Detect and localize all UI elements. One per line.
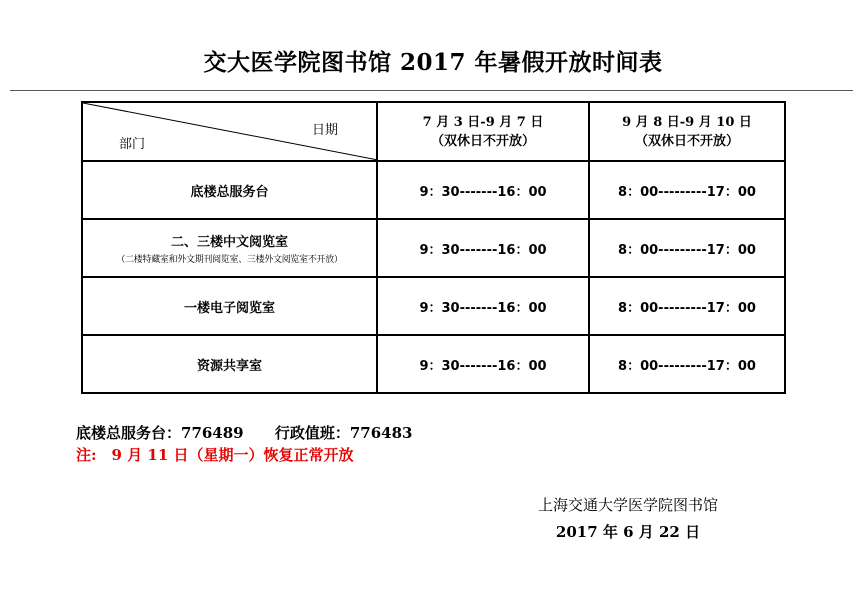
table-row [82,335,785,393]
dept-cell [82,335,377,393]
column-2-note: （双休日不开放） [634,133,739,149]
column-1-dates: 7 月 3 日-9 月 7 日 [422,114,544,130]
dept-cell [82,219,377,277]
time-cell: 9：30-------16：00 [377,161,589,219]
dept-name: 二、三楼中文阅览室 [170,235,288,250]
column-2-dates: 9 月 8 日-9 月 10 日 [622,114,752,130]
signature-org: 上海交通大学医学院图书馆 [538,496,719,514]
time-cell: 8：00---------17：00 [589,161,785,219]
table-row [82,161,785,219]
schedule-table [81,101,786,394]
dept-note: （二楼特藏室和外文期刊阅览室、三楼外文阅览室不开放） [116,255,343,265]
column-1-note: （双休日不开放） [430,133,535,149]
dept-name: 资源共享室 [196,358,262,374]
table-row [82,219,785,277]
corner-date-label: 日期 [311,123,338,138]
time-cell: 9：30-------16：00 [377,277,589,335]
time-cell: 8：00---------17：00 [589,219,785,277]
admin-duty-phone: 行政值班：776483 [274,424,413,442]
dept-name: 一楼电子阅览室 [183,300,275,316]
column-header-2 [589,102,785,161]
title-divider [10,90,853,91]
corner-cell [82,102,377,161]
signature-date: 2017 年 6 月 22 日 [555,523,701,541]
contact-line [76,422,438,443]
service-desk-phone: 底楼总服务台：776489 [76,424,244,442]
time-cell: 8：00---------17：00 [589,335,785,393]
corner-dept-label: 部门 [119,137,146,152]
column-header-1 [377,102,589,161]
dept-cell [82,277,377,335]
dept-name: 底楼总服务台 [190,184,269,200]
time-cell: 9：30-------16：00 [377,335,589,393]
time-cell: 9：30-------16：00 [377,219,589,277]
header-row [82,102,785,161]
dept-cell [82,161,377,219]
page-title: 交大医学院图书馆 2017 年暑假开放时间表 [203,49,663,76]
table-row [82,277,785,335]
reopen-notice: 注: 9 月 11 日（星期一）恢复正常开放 [76,446,354,464]
time-cell: 8：00---------17：00 [589,277,785,335]
